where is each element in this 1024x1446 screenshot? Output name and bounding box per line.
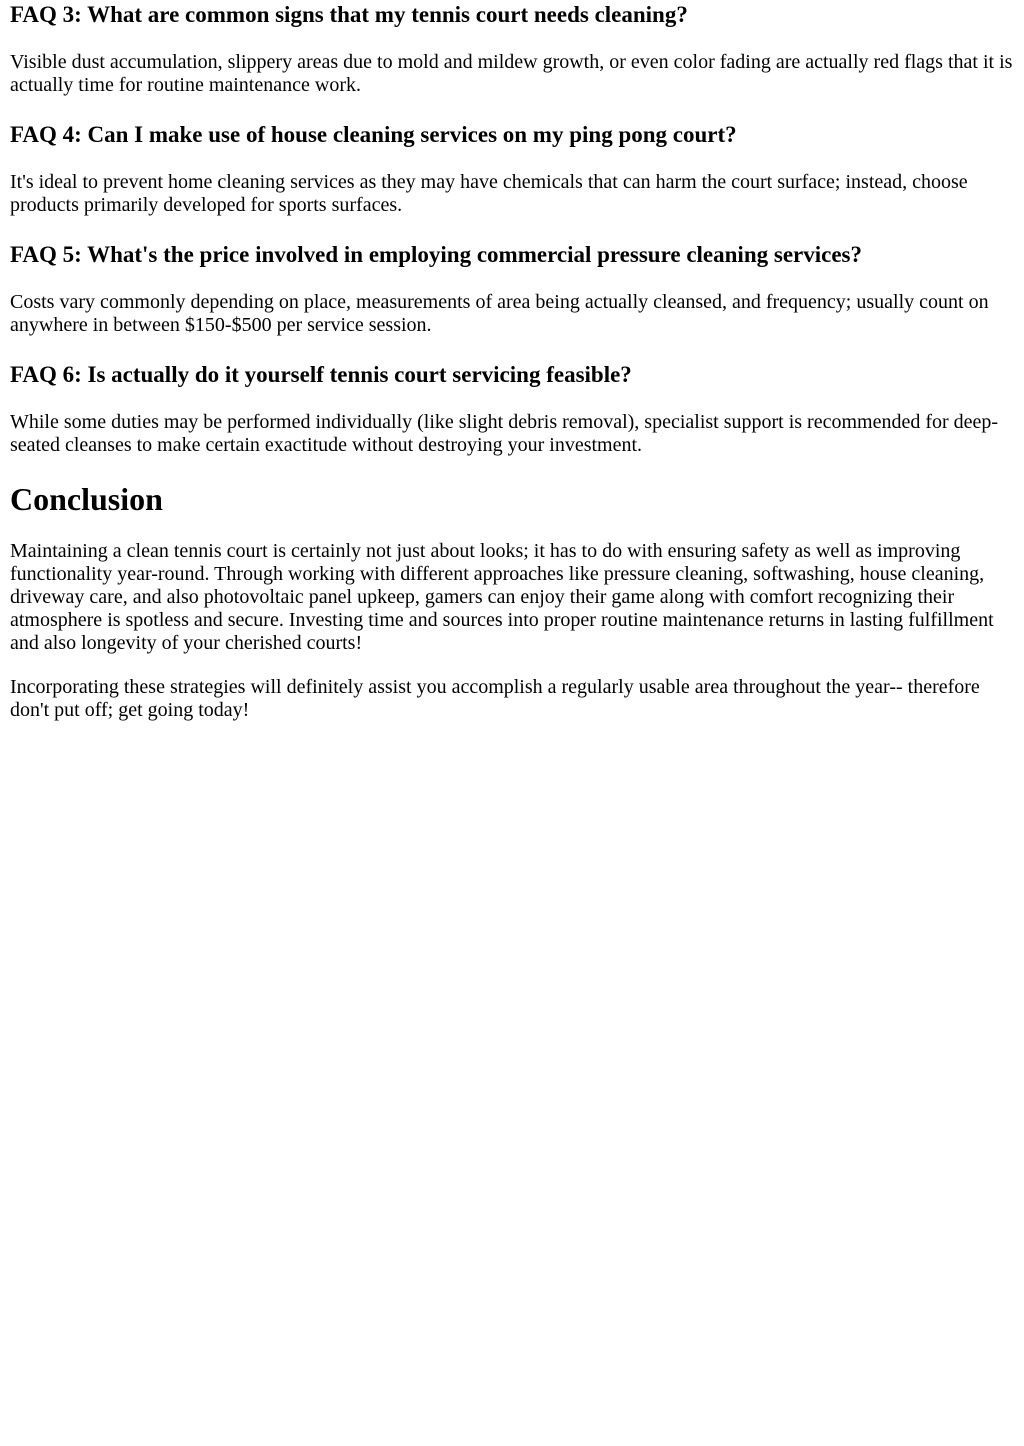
faq-item-6	[10, 360, 1014, 457]
conclusion-paragraph: Incorporating these strategies will definitely assist you accomplish a regularly usable area throughout the year-- therefore don't put off; get going today!	[10, 676, 980, 721]
faq-question: FAQ 3: What are common signs that my tennis court needs cleaning?	[10, 2, 688, 27]
faq-answer: Costs vary commonly depending on place, measurements of area being actually cleansed, and frequency; usually count on anywhere in between $150-$500 per service session.	[10, 291, 989, 336]
conclusion-section	[10, 480, 1014, 722]
faq-item-3	[10, 0, 1014, 97]
faq-answer: While some duties may be performed individually (like slight debris removal), specialist support is recommended for deep-seated cleanses to make certain exactitude without destroying your investment.	[10, 411, 999, 456]
conclusion-paragraph: Maintaining a clean tennis court is certainly not just about looks; it has to do with ensuring safety as well as improving functionality year-round. Through working with different approaches like pressure cleaning, softwashing, house cleaning, driveway care, and also photovoltaic panel upkeep, gamers can enjoy their game along with comfort recognizing their atmosphere is spotless and secure. Investing time and sources into proper routine maintenance returns in lasting fulfillment and also longevity of your cherished courts!	[10, 540, 994, 654]
faq-answer: It's ideal to prevent home cleaning services as they may have chemicals that can harm the court surface; instead, choose products primarily developed for sports surfaces.	[10, 171, 968, 216]
faq-item-5	[10, 240, 1014, 337]
conclusion-heading: Conclusion	[10, 481, 163, 517]
faq-item-4	[10, 120, 1014, 217]
faq-question: FAQ 5: What's the price involved in employing commercial pressure cleaning services?	[10, 242, 862, 267]
faq-answer: Visible dust accumulation, slippery areas due to mold and mildew growth, or even color fading are actually red flags that it is actually time for routine maintenance work.	[10, 51, 1013, 96]
faq-question: FAQ 4: Can I make use of house cleaning services on my ping pong court?	[10, 122, 737, 147]
faq-question: FAQ 6: Is actually do it yourself tennis court servicing feasible?	[10, 362, 632, 387]
article-body	[0, 0, 1024, 722]
